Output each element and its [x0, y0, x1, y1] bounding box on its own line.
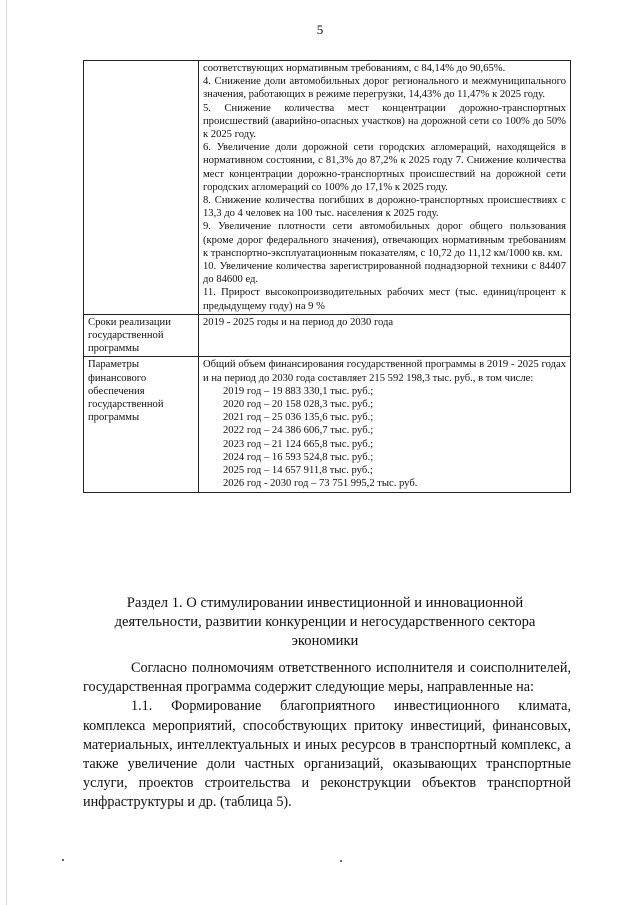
- indicator-paragraph: 8. Снижение количества погибших в дорожно-транспортных происшествиях с 13,3 до 4 человек на 100 тыс. населения к 2025 году.: [203, 195, 566, 220]
- page-number: 5: [316, 22, 324, 37]
- scan-edge-line: [6, 0, 7, 905]
- indicator-paragraph: 5. Снижение количества мест концентрации дорожно-транспортных происшествий (аварийно-опасных участков) на дорожной сети со 100% до 50% к 2025 году.: [203, 102, 566, 141]
- table-row-indicators: [84, 61, 571, 315]
- indicator-paragraph: 11. Прирост высокопроизводительных рабочих мест (тыс. единиц/процент к предыдущему году) на 9 %: [203, 287, 566, 312]
- indicator-paragraph: 4. Снижение доли автомобильных дорог регионального и межмуниципального значения, работающих в режиме перегрузки, 14,43% до 11,47% к 2025 году.: [203, 76, 566, 101]
- indicator-paragraph: 6. Увеличение доли дорожной сети городских агломераций, находящейся в нормативном состоянии, с 81,3% до 87,2% к 2025 году 7. Снижение количества мест концентрации дорожно-транспортных происшествий на дорожной сети городских агломераций со 100% до 17,1% к 2025 году.: [203, 142, 566, 193]
- financing-year: 2025 год – 14 657 911,8 тыс. руб.;: [223, 465, 373, 477]
- row-label-timeline: Сроки реализации государственной программы: [84, 314, 199, 357]
- indicator-paragraph: 10. Увеличение количества зарегистрированной поднадзорной техники с 84407 до 84600 ед.: [203, 261, 566, 286]
- body-paragraph-intro: Согласно полномочиям ответственного исполнителя и соисполнителей, государственная программа содержит следующие меры, направленные на:: [83, 660, 571, 696]
- indicators-cell: [199, 61, 571, 315]
- financing-cell: [199, 357, 571, 492]
- indicator-paragraph: соответствующих нормативным требованиям, с 84,14% до 90,65%.: [203, 63, 506, 74]
- table-row-timeline: [84, 314, 571, 357]
- section-title: Раздел 1. О стимулировании инвестиционной и инновационной деятельности, развитии конкуренции и негосударственного сектора экономики: [114, 595, 536, 649]
- body-text: [83, 659, 571, 813]
- financing-year: 2019 год – 19 883 330,1 тыс. руб.;: [223, 385, 374, 397]
- scan-speck: [62, 859, 64, 861]
- financing-year: 2022 год – 24 386 606,7 тыс. руб.;: [223, 425, 374, 437]
- financing-intro: Общий объем финансирования государственной программы в 2019 - 2025 годах и на период до 2030 года составляет 215 592 198,3 тыс. руб., в том числе:: [203, 359, 566, 384]
- financing-year: 2021 год – 25 036 135,6 тыс. руб.;: [223, 412, 374, 424]
- financing-year: 2026 год - 2030 год – 73 751 995,2 тыс. руб.: [223, 478, 418, 490]
- row-label-financing: Параметры финансового обеспечения государственной программы: [84, 357, 199, 492]
- financing-year: 2024 год – 16 593 524,8 тыс. руб.;: [223, 451, 374, 463]
- table-row-financing: [84, 357, 571, 492]
- scan-speck: [340, 860, 342, 862]
- indicator-paragraph: 9. Увеличение плотности сети автомобильных дорог общего пользования (кроме дорог федерального значения), отвечающих нормативным требованиям к транспортно-эксплуатационным показателям, с 10,72 до 11,12 км/1000 кв. км.: [203, 221, 566, 259]
- program-passport-table: [83, 60, 571, 493]
- financing-year: 2023 год – 21 124 665,8 тыс. руб.;: [223, 438, 374, 450]
- row-label-empty: [84, 61, 199, 315]
- financing-year: 2020 год – 20 158 028,3 тыс. руб.;: [223, 399, 374, 411]
- body-paragraph-measure: 1.1. Формирование благоприятного инвестиционного климата, комплекса мероприятий, способствующих притоку инвестиций, финансовых, материальных, интеллектуальных и иных ресурсов в транспортный комплекс, а также увеличение доли частных организаций, оказывающих транспортные услуги, проектов строительства и реконструкции объектов транспортной инфраструктуры и др. (таблица 5).: [83, 698, 571, 811]
- timeline-cell: 2019 - 2025 годы и на период до 2030 года: [199, 314, 571, 357]
